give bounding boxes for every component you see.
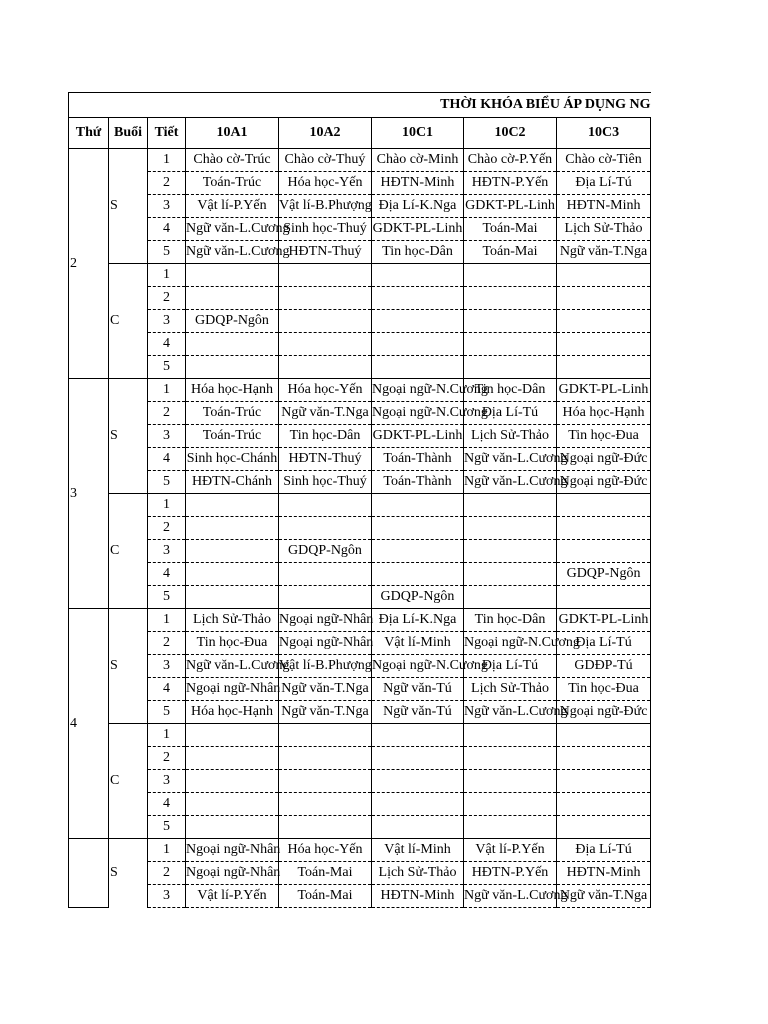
schedule-cell (464, 517, 557, 540)
schedule-cell: Địa Lí-Tú (464, 655, 557, 678)
table-row (69, 425, 651, 448)
schedule-cell: Vật lí-Minh (372, 632, 464, 655)
schedule-cell (186, 770, 279, 793)
schedule-cell: Ngữ văn-L.Cương (464, 448, 557, 471)
schedule-cell: Ngoại ngữ-Nhân (186, 678, 279, 701)
schedule-cell: Tin học-Dân (372, 241, 464, 264)
period-cell: 2 (148, 517, 186, 540)
period-cell: 1 (148, 264, 186, 287)
schedule-cell (557, 793, 651, 816)
table-row (69, 724, 651, 747)
schedule-cell: Hóa học-Hạnh (186, 379, 279, 402)
table-row (69, 816, 651, 839)
schedule-cell: HĐTN-Minh (557, 195, 651, 218)
schedule-cell (279, 586, 372, 609)
schedule-cell: GDKT-PL-Linh (557, 609, 651, 632)
period-cell: 4 (148, 563, 186, 586)
schedule-cell (279, 356, 372, 379)
schedule-cell (557, 333, 651, 356)
schedule-cell: Ngoại ngữ-Đức (557, 471, 651, 494)
schedule-cell: HĐTN-P.Yến (464, 172, 557, 195)
schedule-cell: Địa Lí-Tú (557, 632, 651, 655)
schedule-cell: Chào cờ-Thuý (279, 149, 372, 172)
schedule-cell: GDĐP-Tú (557, 655, 651, 678)
day-cell: 2 (69, 149, 109, 379)
schedule-cell: Ngữ văn-L.Cương (186, 655, 279, 678)
period-cell: 5 (148, 701, 186, 724)
session-cell: S (109, 609, 148, 724)
schedule-cell (186, 287, 279, 310)
day-cell (69, 839, 109, 908)
period-cell: 5 (148, 816, 186, 839)
schedule-cell (464, 264, 557, 287)
schedule-cell: Toán-Thành (372, 471, 464, 494)
schedule-cell: Ngữ văn-L.Cương (464, 701, 557, 724)
column-header: Buổi (109, 118, 148, 149)
schedule-cell (279, 517, 372, 540)
schedule-cell: GDKT-PL-Linh (372, 218, 464, 241)
schedule-cell: Tin học-Dân (464, 609, 557, 632)
schedule-cell (464, 770, 557, 793)
schedule-cell: GDQP-Ngôn (557, 563, 651, 586)
schedule-cell (557, 586, 651, 609)
table-row (69, 195, 651, 218)
schedule-cell: HĐTN-Thuý (279, 241, 372, 264)
schedule-cell: Lịch Sử-Thảo (464, 678, 557, 701)
schedule-cell (557, 540, 651, 563)
schedule-cell (279, 333, 372, 356)
period-cell: 5 (148, 356, 186, 379)
schedule-cell (186, 816, 279, 839)
period-cell: 1 (148, 724, 186, 747)
day-cell: 3 (69, 379, 109, 609)
schedule-cell (186, 724, 279, 747)
column-header: 10C2 (464, 118, 557, 149)
schedule-cell: Địa Lí-K.Nga (372, 195, 464, 218)
schedule-cell: Ngoại ngữ-N.Cương (372, 655, 464, 678)
period-cell: 4 (148, 448, 186, 471)
schedule-cell (279, 563, 372, 586)
period-cell: 2 (148, 862, 186, 885)
schedule-cell: Ngữ văn-L.Cương (186, 218, 279, 241)
schedule-cell: Ngoại ngữ-Nhân (279, 609, 372, 632)
schedule-cell (372, 287, 464, 310)
schedule-cell (464, 356, 557, 379)
period-cell: 2 (148, 402, 186, 425)
schedule-cell (557, 264, 651, 287)
schedule-cell: Tin học-Đua (557, 425, 651, 448)
schedule-cell (557, 747, 651, 770)
schedule-cell (464, 333, 557, 356)
schedule-cell (279, 287, 372, 310)
table-row (69, 241, 651, 264)
schedule-cell: Chào cờ-Tiên (557, 149, 651, 172)
period-cell: 3 (148, 885, 186, 908)
timetable-title: THỜI KHÓA BIỂU ÁP DỤNG NG (69, 93, 651, 118)
schedule-cell (372, 793, 464, 816)
schedule-cell: Ngữ văn-L.Cương (186, 241, 279, 264)
schedule-cell (279, 770, 372, 793)
schedule-cell (464, 287, 557, 310)
schedule-cell: Ngữ văn-T.Nga (557, 241, 651, 264)
table-row (69, 356, 651, 379)
schedule-cell: Vật lí-Minh (372, 839, 464, 862)
schedule-cell: Ngoại ngữ-N.Cương (372, 379, 464, 402)
schedule-cell: Chào cờ-Trúc (186, 149, 279, 172)
schedule-cell: Chào cờ-P.Yến (464, 149, 557, 172)
schedule-cell: Toán-Mai (464, 241, 557, 264)
schedule-cell: Lịch Sử-Thảo (464, 425, 557, 448)
schedule-cell: Hóa học-Yến (279, 379, 372, 402)
schedule-cell: Toán-Mai (279, 862, 372, 885)
schedule-cell (186, 540, 279, 563)
schedule-cell: Địa Lí-Tú (464, 402, 557, 425)
period-cell: 5 (148, 471, 186, 494)
schedule-cell (557, 770, 651, 793)
schedule-cell (557, 310, 651, 333)
schedule-cell: GDKT-PL-Linh (372, 425, 464, 448)
schedule-cell (464, 563, 557, 586)
period-cell: 1 (148, 839, 186, 862)
schedule-cell: Vật lí-B.Phượng (279, 655, 372, 678)
column-header: 10A1 (186, 118, 279, 149)
schedule-cell: Toán-Trúc (186, 425, 279, 448)
schedule-cell (464, 747, 557, 770)
schedule-cell (186, 793, 279, 816)
schedule-cell: Ngữ văn-L.Cương (464, 471, 557, 494)
period-cell: 4 (148, 793, 186, 816)
schedule-cell: Ngữ văn-T.Nga (279, 701, 372, 724)
table-row (69, 287, 651, 310)
session-cell: C (109, 494, 148, 609)
schedule-cell (557, 287, 651, 310)
schedule-cell (372, 494, 464, 517)
schedule-cell (279, 724, 372, 747)
period-cell: 4 (148, 333, 186, 356)
schedule-cell: GDQP-Ngôn (279, 540, 372, 563)
schedule-cell: Ngoại ngữ-Nhân (279, 632, 372, 655)
schedule-cell: Hóa học-Yến (279, 839, 372, 862)
schedule-cell: Hóa học-Hạnh (557, 402, 651, 425)
schedule-cell: Hóa học-Hạnh (186, 701, 279, 724)
schedule-cell (372, 310, 464, 333)
schedule-cell: Toán-Trúc (186, 402, 279, 425)
schedule-cell: Ngoại ngữ-Đức (557, 448, 651, 471)
schedule-cell: HĐTN-Minh (557, 862, 651, 885)
schedule-cell (372, 724, 464, 747)
timetable (68, 92, 651, 908)
table-row (69, 632, 651, 655)
table-row (69, 747, 651, 770)
schedule-cell (464, 310, 557, 333)
period-cell: 3 (148, 425, 186, 448)
schedule-cell (372, 747, 464, 770)
table-row (69, 609, 651, 632)
schedule-cell: HĐTN-P.Yến (464, 862, 557, 885)
schedule-cell: Vật lí-P.Yến (186, 195, 279, 218)
schedule-cell: GDQP-Ngôn (186, 310, 279, 333)
period-cell: 1 (148, 494, 186, 517)
schedule-cell (557, 724, 651, 747)
table-row (69, 793, 651, 816)
schedule-cell: Ngoại ngữ-Đức (557, 701, 651, 724)
schedule-cell (279, 793, 372, 816)
schedule-cell: GDKT-PL-Linh (464, 195, 557, 218)
schedule-cell: Ngữ văn-Tú (372, 678, 464, 701)
table-row (69, 333, 651, 356)
schedule-cell (557, 517, 651, 540)
table-row (69, 586, 651, 609)
table-row (69, 402, 651, 425)
schedule-cell: Ngoại ngữ-Nhân (186, 862, 279, 885)
period-cell: 2 (148, 632, 186, 655)
table-row (69, 655, 651, 678)
schedule-cell: Tin học-Dân (279, 425, 372, 448)
schedule-cell: Tin học-Đua (186, 632, 279, 655)
schedule-cell (372, 356, 464, 379)
schedule-cell (186, 563, 279, 586)
schedule-cell (279, 494, 372, 517)
column-header: Tiết (148, 118, 186, 149)
table-row (69, 701, 651, 724)
schedule-cell: Ngữ văn-Tú (372, 701, 464, 724)
table-row (69, 540, 651, 563)
schedule-cell (372, 333, 464, 356)
schedule-cell: HĐTN-Minh (372, 885, 464, 908)
period-cell: 3 (148, 655, 186, 678)
schedule-cell: Ngoại ngữ-N.Cương (372, 402, 464, 425)
schedule-cell (186, 333, 279, 356)
period-cell: 4 (148, 218, 186, 241)
table-row (69, 563, 651, 586)
schedule-cell: Vật lí-P.Yến (186, 885, 279, 908)
period-cell: 3 (148, 770, 186, 793)
session-cell: C (109, 724, 148, 839)
session-cell: S (109, 839, 148, 908)
timetable-sheet (68, 92, 650, 915)
table-row (69, 770, 651, 793)
table-row (69, 172, 651, 195)
schedule-cell: Sinh học-Thuý (279, 471, 372, 494)
schedule-cell (186, 356, 279, 379)
column-header: 10A2 (279, 118, 372, 149)
table-row (69, 517, 651, 540)
schedule-cell: Lịch Sử-Thảo (372, 862, 464, 885)
table-row (69, 494, 651, 517)
column-header: 10C3 (557, 118, 651, 149)
period-cell: 2 (148, 747, 186, 770)
schedule-cell (186, 517, 279, 540)
schedule-cell: Tin học-Đua (557, 678, 651, 701)
schedule-cell: GDKT-PL-Linh (557, 379, 651, 402)
period-cell: 2 (148, 287, 186, 310)
day-cell: 4 (69, 609, 109, 839)
schedule-cell: Ngữ văn-T.Nga (279, 678, 372, 701)
schedule-cell: HĐTN-Chánh (186, 471, 279, 494)
schedule-cell (186, 586, 279, 609)
table-row (69, 379, 651, 402)
session-cell: C (109, 264, 148, 379)
schedule-cell: Toán-Trúc (186, 172, 279, 195)
table-row (69, 885, 651, 908)
schedule-cell (186, 264, 279, 287)
schedule-cell: Ngữ văn-L.Cương (464, 885, 557, 908)
schedule-cell (372, 540, 464, 563)
schedule-cell (372, 770, 464, 793)
period-cell: 1 (148, 609, 186, 632)
schedule-cell (186, 747, 279, 770)
period-cell: 1 (148, 149, 186, 172)
schedule-cell (464, 494, 557, 517)
period-cell: 2 (148, 172, 186, 195)
period-cell: 3 (148, 310, 186, 333)
schedule-cell (279, 747, 372, 770)
table-row (69, 218, 651, 241)
schedule-cell: Ngữ văn-T.Nga (557, 885, 651, 908)
schedule-cell: HĐTN-Minh (372, 172, 464, 195)
schedule-cell (464, 816, 557, 839)
schedule-cell: Sinh học-Chánh (186, 448, 279, 471)
period-cell: 5 (148, 586, 186, 609)
schedule-cell (279, 310, 372, 333)
schedule-cell: Vật lí-B.Phượng (279, 195, 372, 218)
schedule-cell: Ngoại ngữ-Nhân (186, 839, 279, 862)
schedule-cell (372, 816, 464, 839)
schedule-cell: Lịch Sử-Thảo (186, 609, 279, 632)
schedule-cell: Tin học-Dân (464, 379, 557, 402)
schedule-cell: Lịch Sử-Thảo (557, 218, 651, 241)
schedule-cell: Hóa học-Yến (279, 172, 372, 195)
period-cell: 1 (148, 379, 186, 402)
table-row (69, 471, 651, 494)
schedule-cell: HĐTN-Thuý (279, 448, 372, 471)
table-row (69, 149, 651, 172)
schedule-cell: Sinh học-Thuý (279, 218, 372, 241)
period-cell: 3 (148, 540, 186, 563)
schedule-cell: Toán-Thành (372, 448, 464, 471)
schedule-cell: Toán-Mai (464, 218, 557, 241)
schedule-cell (279, 816, 372, 839)
schedule-cell (557, 356, 651, 379)
schedule-cell: Toán-Mai (279, 885, 372, 908)
session-cell: S (109, 379, 148, 494)
schedule-cell (557, 816, 651, 839)
schedule-cell (372, 517, 464, 540)
schedule-cell: Ngữ văn-T.Nga (279, 402, 372, 425)
schedule-cell (464, 540, 557, 563)
schedule-cell (464, 724, 557, 747)
schedule-cell (372, 264, 464, 287)
table-row (69, 862, 651, 885)
period-cell: 3 (148, 195, 186, 218)
schedule-cell: Chào cờ-Minh (372, 149, 464, 172)
schedule-cell (186, 494, 279, 517)
schedule-cell (464, 793, 557, 816)
schedule-cell: GDQP-Ngôn (372, 586, 464, 609)
period-cell: 4 (148, 678, 186, 701)
period-cell: 5 (148, 241, 186, 264)
schedule-cell: Địa Lí-Tú (557, 172, 651, 195)
table-row (69, 839, 651, 862)
table-row (69, 448, 651, 471)
table-row (69, 264, 651, 287)
column-header: Thứ (69, 118, 109, 149)
schedule-cell: Ngoại ngữ-N.Cương (464, 632, 557, 655)
session-cell: S (109, 149, 148, 264)
schedule-cell (279, 264, 372, 287)
schedule-cell: Địa Lí-K.Nga (372, 609, 464, 632)
schedule-cell: Vật lí-P.Yến (464, 839, 557, 862)
schedule-cell: Địa Lí-Tú (557, 839, 651, 862)
schedule-cell (464, 586, 557, 609)
table-row (69, 310, 651, 333)
table-row (69, 678, 651, 701)
schedule-cell (557, 494, 651, 517)
schedule-cell (372, 563, 464, 586)
column-header: 10C1 (372, 118, 464, 149)
